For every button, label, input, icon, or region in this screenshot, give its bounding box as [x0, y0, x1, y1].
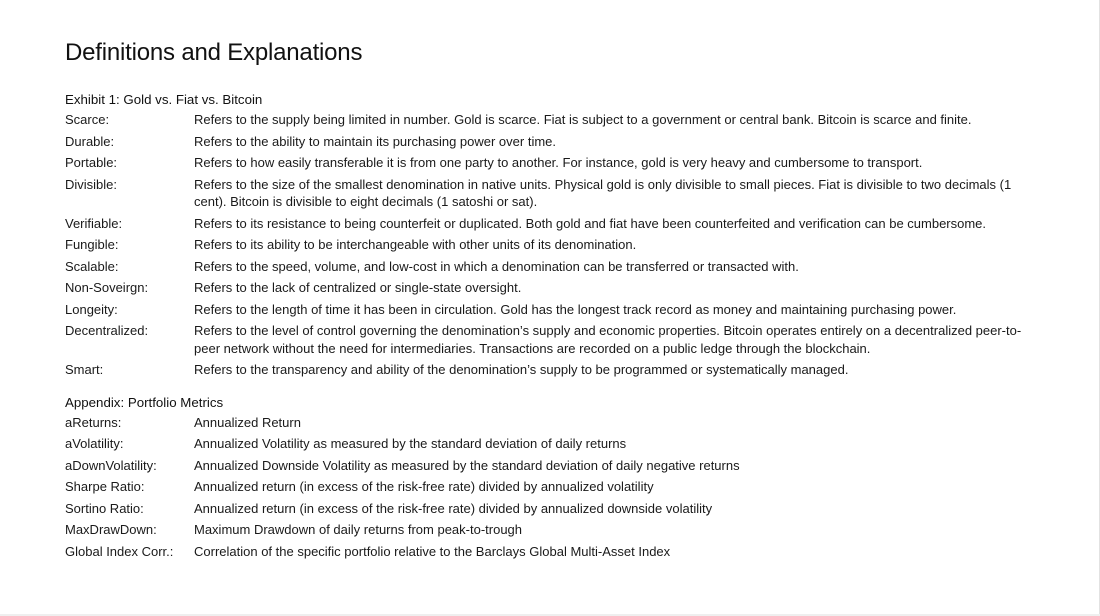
metric-term: aDownVolatility: [65, 457, 157, 473]
exhibit-definitions-list [65, 111, 1065, 379]
definition-term: Verifiable: [65, 215, 123, 231]
metric-description: Annualized return (in excess of the risk-free rate) divided by annualized downside volatility [194, 500, 713, 516]
metric-row [65, 478, 1065, 496]
appendix-title: Appendix: Portfolio Metrics [65, 394, 224, 410]
document-content [65, 38, 1065, 564]
metric-term: Sharpe Ratio: [65, 479, 145, 494]
definition-term: Divisible: [65, 176, 118, 192]
definition-description: Refers to the speed, volume, and low-cost in which a denomination can be transferred or transacted with. [194, 258, 799, 274]
metric-term: Sortino Ratio: [65, 500, 144, 516]
definition-term: Smart: [65, 362, 104, 377]
metric-row [65, 543, 1065, 561]
definition-row [65, 322, 1065, 357]
exhibit-title: Exhibit 1: Gold vs. Fiat vs. Bitcoin [65, 92, 263, 107]
definition-term: Longeity: [65, 301, 118, 317]
definition-description: Refers to the supply being limited in number. Gold is scarce. Fiat is subject to a government or central bank. Bitcoin is scarce and finite. [194, 112, 972, 127]
appendix-metrics-list [65, 414, 1065, 561]
definition-description: Refers to the lack of centralized or single-state oversight. [194, 280, 522, 295]
metric-description: Annualized Volatility as measured by the standard deviation of daily returns [194, 436, 627, 451]
definition-description: Refers to the length of time it has been in circulation. Gold has the longest track record as money and maintaining purchasing power. [194, 301, 957, 317]
definition-description: Refers to the transparency and ability of the denomination’s supply to be programmed or systematically managed. [194, 362, 849, 377]
definition-row [65, 176, 1065, 211]
metric-description: Annualized Downside Volatility as measured by the standard deviation of daily negative returns [194, 457, 740, 473]
definition-row [65, 258, 1065, 276]
definition-term: Non-Soveirgn: [65, 280, 149, 295]
definition-term: Portable: [65, 155, 118, 170]
definition-row [65, 361, 1065, 379]
definition-description: Refers to how easily transferable it is from one party to another. For instance, gold is very heavy and cumbersome to transport. [194, 155, 923, 170]
definition-term: Fungible: [65, 237, 119, 252]
definition-row [65, 154, 1065, 172]
definition-term: Decentralized: [65, 323, 149, 338]
definition-description: Refers to the ability to maintain its purchasing power over time. [194, 133, 557, 149]
metric-term: Global Index Corr.: [65, 543, 174, 559]
metric-row [65, 521, 1065, 539]
definition-row [65, 215, 1065, 233]
metric-term: aReturns: [65, 414, 122, 430]
definition-term: Durable: [65, 133, 115, 149]
metric-row [65, 435, 1065, 453]
metric-description: Maximum Drawdown of daily returns from peak-to-trough [194, 522, 523, 537]
definition-row [65, 301, 1065, 319]
definition-row [65, 111, 1065, 129]
metric-row [65, 457, 1065, 475]
metric-row [65, 500, 1065, 518]
definition-description: Refers to its ability to be interchangeable with other units of its denomination. [194, 237, 637, 252]
definition-term: Scalable: [65, 258, 119, 274]
definition-description: Refers to the level of control governing the denomination’s supply and economic properties. Bitcoin operates entirely on a decentralized peer-to-peer network without the need for intermediaries. Transactions are recorded on a public ledge through the blockchain. [194, 323, 1022, 356]
page-title: Definitions and Explanations [65, 39, 363, 66]
metric-description: Annualized return (in excess of the risk-free rate) divided by annualized volatility [194, 479, 654, 494]
metric-description: Correlation of the specific portfolio relative to the Barclays Global Multi-Asset Index [194, 543, 671, 559]
definition-row [65, 279, 1065, 297]
definition-term: Scarce: [65, 112, 110, 127]
metric-term: MaxDrawDown: [65, 522, 157, 537]
metric-description: Annualized Return [194, 414, 301, 430]
metric-row [65, 414, 1065, 432]
definition-description: Refers to its resistance to being counterfeit or duplicated. Both gold and fiat have been counterfeited and verification can be cumbersome. [194, 215, 987, 231]
definition-row [65, 133, 1065, 151]
definition-row [65, 236, 1065, 254]
metric-term: aVolatility: [65, 436, 124, 451]
definition-description: Refers to the size of the smallest denomination in native units. Physical gold is only divisible to small pieces. Fiat is divisible to two decimals (1 cent). Bitcoin is divisible to eight decimals (1 satoshi or sat). [194, 176, 1012, 209]
